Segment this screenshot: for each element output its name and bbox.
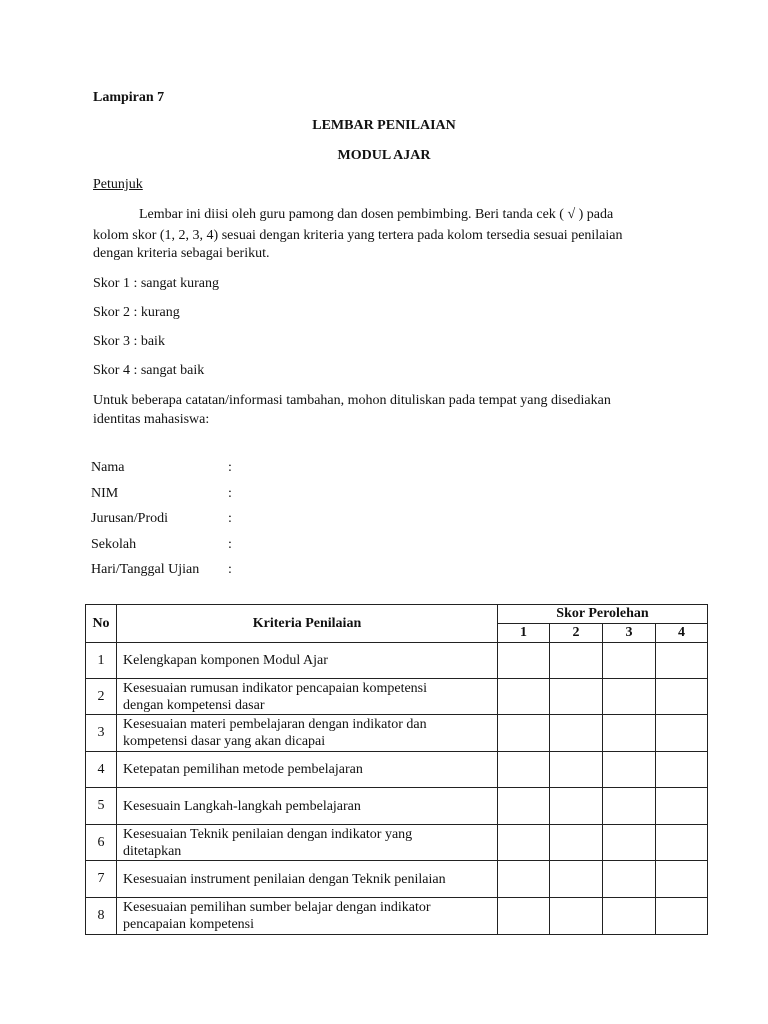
- attachment-label: Lampiran 7: [93, 90, 165, 105]
- table-row: [86, 861, 708, 898]
- score-cell-4[interactable]: [656, 752, 708, 788]
- criteria-line: kompetensi dasar yang akan dicapai: [123, 734, 326, 749]
- score-cell-1[interactable]: [498, 715, 550, 752]
- criteria-line: Kesesuaian rumusan indikator pencapaian kompetensi: [123, 680, 428, 696]
- instructions-heading: Petunjuk: [93, 177, 143, 192]
- score-legend-3: Skor 3 : baik: [93, 334, 165, 349]
- identity-colon: :: [228, 460, 232, 475]
- criteria-line: Kesesuaian materi pembelajaran dengan indikator dan: [123, 717, 427, 732]
- table-row: [86, 752, 708, 788]
- row-number: 8: [86, 898, 117, 935]
- score-cell-4[interactable]: [656, 898, 708, 935]
- document-title: LEMBAR PENILAIAN: [312, 118, 456, 133]
- table-row: [86, 715, 708, 752]
- score-cell-4[interactable]: [656, 715, 708, 752]
- criteria-line: Kesesuaian instrument penilaian dengan Teknik penilaian: [123, 871, 446, 887]
- score-cell-3[interactable]: [603, 825, 656, 861]
- score-cell-3[interactable]: [603, 752, 656, 788]
- criteria-line: Kesesuain Langkah-langkah pembelajaran: [123, 798, 361, 814]
- identity-label: Sekolah: [91, 537, 137, 552]
- score-cell-1[interactable]: [498, 643, 550, 679]
- row-criteria: [117, 679, 498, 715]
- header-no: No: [86, 605, 117, 643]
- intro-text-line-1: Lembar ini diisi oleh guru pamong dan dosen pembimbing. Beri tanda cek ( √ ) pada: [139, 207, 614, 222]
- score-level-4: 4: [656, 624, 708, 643]
- score-cell-3[interactable]: [603, 788, 656, 825]
- score-cell-4[interactable]: [656, 679, 708, 715]
- table-row: [86, 679, 708, 715]
- criteria-line: Kesesuaian Teknik penilaian dengan indikator yang: [123, 826, 413, 842]
- table-row: [86, 825, 708, 861]
- score-cell-2[interactable]: [550, 825, 603, 861]
- row-number: 2: [86, 679, 117, 715]
- table-row: [86, 788, 708, 825]
- row-criteria: [117, 898, 498, 935]
- identity-label: Jurusan/Prodi: [91, 511, 168, 526]
- score-cell-4[interactable]: [656, 861, 708, 898]
- score-level-1: 1: [498, 624, 550, 643]
- score-cell-3[interactable]: [603, 679, 656, 715]
- score-cell-3[interactable]: [603, 715, 656, 752]
- criteria-line: dengan kompetensi dasar: [123, 697, 265, 713]
- identity-colon: :: [228, 511, 232, 526]
- criteria-line: ditetapkan: [123, 843, 182, 859]
- intro-text-line-3: dengan kriteria sebagai berikut.: [93, 246, 270, 261]
- criteria-line: pencapaian kompetensi: [123, 917, 255, 932]
- row-number: 5: [86, 788, 117, 825]
- score-cell-2[interactable]: [550, 752, 603, 788]
- table-row: [86, 898, 708, 935]
- score-cell-4[interactable]: [656, 825, 708, 861]
- identity-colon: :: [228, 562, 232, 577]
- score-cell-4[interactable]: [656, 643, 708, 679]
- header-criteria: Kriteria Penilaian: [117, 605, 498, 643]
- assessment-table: [85, 604, 708, 935]
- score-cell-2[interactable]: [550, 898, 603, 935]
- score-cell-2[interactable]: [550, 679, 603, 715]
- header-score: Skor Perolehan: [498, 605, 708, 624]
- identity-label: Nama: [91, 460, 125, 475]
- row-criteria: [117, 788, 498, 825]
- score-cell-2[interactable]: [550, 788, 603, 825]
- score-cell-1[interactable]: [498, 788, 550, 825]
- note-line-2: identitas mahasiswa:: [93, 412, 210, 427]
- score-cell-2[interactable]: [550, 643, 603, 679]
- row-number: 4: [86, 752, 117, 788]
- row-criteria: [117, 715, 498, 752]
- score-cell-1[interactable]: [498, 825, 550, 861]
- score-level-3: 3: [603, 624, 656, 643]
- criteria-line: Ketepatan pemilihan metode pembelajaran: [123, 762, 363, 777]
- score-cell-3[interactable]: [603, 643, 656, 679]
- table-row: [86, 643, 708, 679]
- intro-text-line-2: kolom skor (1, 2, 3, 4) sesuai dengan kriteria yang tertera pada kolom tersedia sesuai penilaian: [93, 228, 623, 243]
- row-criteria: [117, 861, 498, 898]
- score-cell-3[interactable]: [603, 861, 656, 898]
- row-number: 1: [86, 643, 117, 679]
- identity-label: NIM: [91, 486, 119, 501]
- document-subtitle: MODUL AJAR: [337, 148, 431, 163]
- row-criteria: [117, 643, 498, 679]
- identity-colon: :: [228, 537, 232, 552]
- score-cell-3[interactable]: [603, 898, 656, 935]
- row-criteria: [117, 752, 498, 788]
- row-number: 6: [86, 825, 117, 861]
- score-cell-1[interactable]: [498, 752, 550, 788]
- row-number: 7: [86, 861, 117, 898]
- row-criteria: [117, 825, 498, 861]
- score-legend-4: Skor 4 : sangat baik: [93, 363, 205, 378]
- criteria-line: Kesesuaian pemilihan sumber belajar dengan indikator: [123, 900, 431, 915]
- identity-colon: :: [228, 486, 232, 501]
- score-cell-4[interactable]: [656, 788, 708, 825]
- score-cell-1[interactable]: [498, 679, 550, 715]
- note-line-1: Untuk beberapa catatan/informasi tambahan, mohon dituliskan pada tempat yang disediakan: [93, 393, 611, 408]
- score-cell-2[interactable]: [550, 861, 603, 898]
- identity-label: Hari/Tanggal Ujian: [91, 562, 200, 577]
- score-legend-1: Skor 1 : sangat kurang: [93, 276, 219, 291]
- score-cell-2[interactable]: [550, 715, 603, 752]
- score-cell-1[interactable]: [498, 898, 550, 935]
- score-level-2: 2: [550, 624, 603, 643]
- score-cell-1[interactable]: [498, 861, 550, 898]
- score-legend-2: Skor 2 : kurang: [93, 305, 180, 320]
- criteria-line: Kelengkapan komponen Modul Ajar: [123, 653, 328, 668]
- row-number: 3: [86, 715, 117, 752]
